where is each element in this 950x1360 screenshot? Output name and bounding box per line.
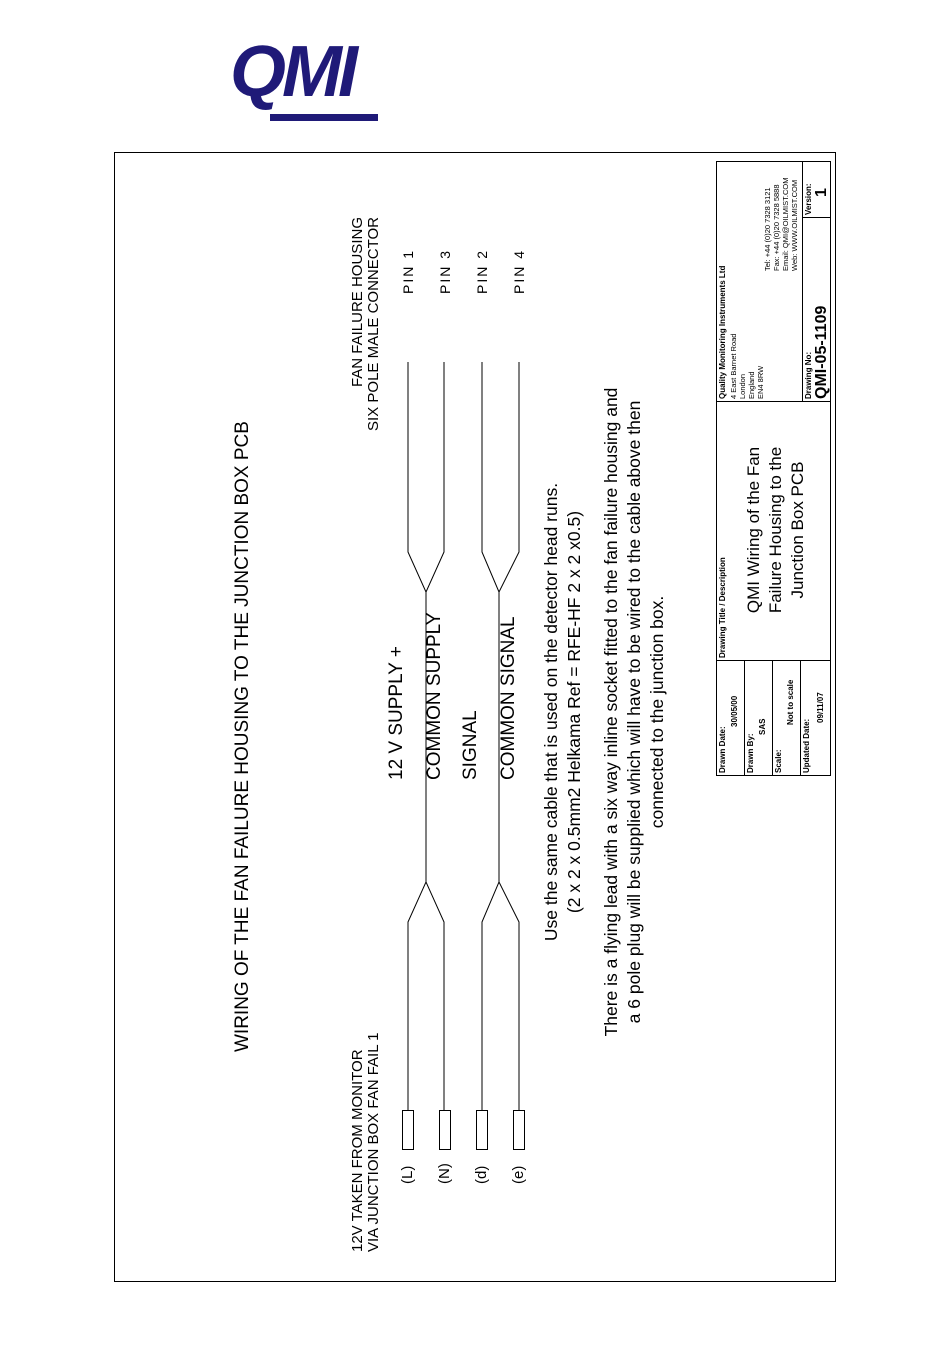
terminal-connector xyxy=(402,1110,414,1150)
dest-label-1: FAN FAILURE HOUSING xyxy=(349,217,366,388)
updated-date-cell xyxy=(800,660,831,776)
web: Web: WWW.OILMIST.COM xyxy=(790,179,799,271)
updated-date-label: Updated Date: xyxy=(802,718,811,773)
address-line-1: 4 East Barnet Road xyxy=(729,333,738,399)
drawing-no-label: Drawing No: xyxy=(804,351,813,399)
terminal-connector xyxy=(513,1110,525,1150)
wire-name: 12 V SUPPLY + xyxy=(386,646,407,780)
company-contact xyxy=(763,178,799,271)
pin-label: PIN 3 xyxy=(437,248,453,294)
wire-signal xyxy=(482,362,499,1110)
updated-date: 09/11/07 xyxy=(816,692,825,723)
cable-note-line-1: Use the same cable that is used on the detector head runs. xyxy=(541,482,561,942)
flying-lead-note-line-3: connected to the junction box. xyxy=(647,595,667,829)
description-label: Drawing Title / Description xyxy=(718,557,727,658)
dest-label-2: SIX POLE MALE CONNECTOR xyxy=(365,217,382,431)
address-line-4: EN4 8RW xyxy=(756,365,765,399)
title-block xyxy=(716,161,831,1274)
flying-lead-note-line-2: a 6 pole plug will be supplied which will have to be wired to the cable above then xyxy=(624,400,644,1024)
pin-label: PIN 1 xyxy=(400,248,416,294)
terminal-connector xyxy=(439,1110,451,1150)
cable-note xyxy=(540,462,586,962)
flying-lead-note xyxy=(600,367,669,1057)
drawn-by-label: Drawn By: xyxy=(746,733,755,773)
description-line-3: Junction Box PCB xyxy=(788,461,807,599)
drawing-no-cell xyxy=(802,217,831,402)
drawn-date-cell xyxy=(716,660,745,776)
source-label-2: VIA JUNCTION BOX FAN FAIL 1 xyxy=(365,1032,382,1252)
terminal-label: (d) xyxy=(473,1165,490,1184)
terminal-connector xyxy=(476,1110,488,1150)
company-cell xyxy=(716,161,803,402)
wire-name: COMMON SIGNAL xyxy=(498,616,519,780)
drawn-by-cell xyxy=(744,660,773,776)
qmi-logo xyxy=(230,32,390,126)
fax: Fax: +44 (0)20 7328 5888 xyxy=(772,184,781,271)
drawing-no: QMI-05-1109 xyxy=(813,305,830,399)
company-name: Quality Monitoring Instruments Ltd xyxy=(718,265,727,399)
pin-label: PIN 4 xyxy=(511,248,527,294)
scale: Not to scale xyxy=(786,679,795,725)
scale-label: Scale: xyxy=(774,749,783,773)
wire-name: SIGNAL xyxy=(460,710,481,780)
description-cell xyxy=(716,401,831,661)
version-cell xyxy=(802,161,831,218)
drawn-date: 30/05/00 xyxy=(730,695,739,727)
address-line-3: England xyxy=(747,371,756,399)
drawing-sheet xyxy=(114,152,836,1282)
logo-underline xyxy=(270,114,378,121)
flying-lead-note-line-1: There is a flying lead with a six way inline socket fitted to the fan failure housing and xyxy=(601,387,621,1037)
cable-note-line-2: (2 x 2 x 0.5mm2 Helkama Ref = RFE-HF 2 x 2 x0.5) xyxy=(564,510,584,914)
terminal-label: (L) xyxy=(399,1165,416,1184)
drawing-description xyxy=(743,400,809,660)
logo-text: QMI xyxy=(230,32,354,112)
version-label: Version: xyxy=(804,183,813,215)
terminal-label: (N) xyxy=(436,1163,453,1184)
drawn-date-label: Drawn Date: xyxy=(718,726,727,773)
version: 1 xyxy=(813,188,830,197)
source-label-1: 12V TAKEN FROM MONITOR xyxy=(349,1049,366,1252)
description-line-1: QMI Wiring of the Fan xyxy=(744,446,763,614)
email: Email: QMI@OILMIST.COM xyxy=(781,177,790,271)
tel: Tel: +44 (0)20 7328 3121 xyxy=(763,187,772,271)
description-line-2: Failure Housing to the xyxy=(766,446,785,614)
diagram-title: WIRING OF THE FAN FAILURE HOUSING TO THE JUNCTION BOX PCB xyxy=(232,421,253,1052)
pin-label: PIN 2 xyxy=(474,248,490,294)
wire-name: COMMON SUPPLY xyxy=(424,612,445,780)
terminal-label: (e) xyxy=(510,1165,527,1184)
address-line-2: London xyxy=(738,373,747,399)
drawn-by: SAS xyxy=(758,718,767,735)
company-address xyxy=(729,334,765,399)
scale-cell xyxy=(772,660,801,776)
